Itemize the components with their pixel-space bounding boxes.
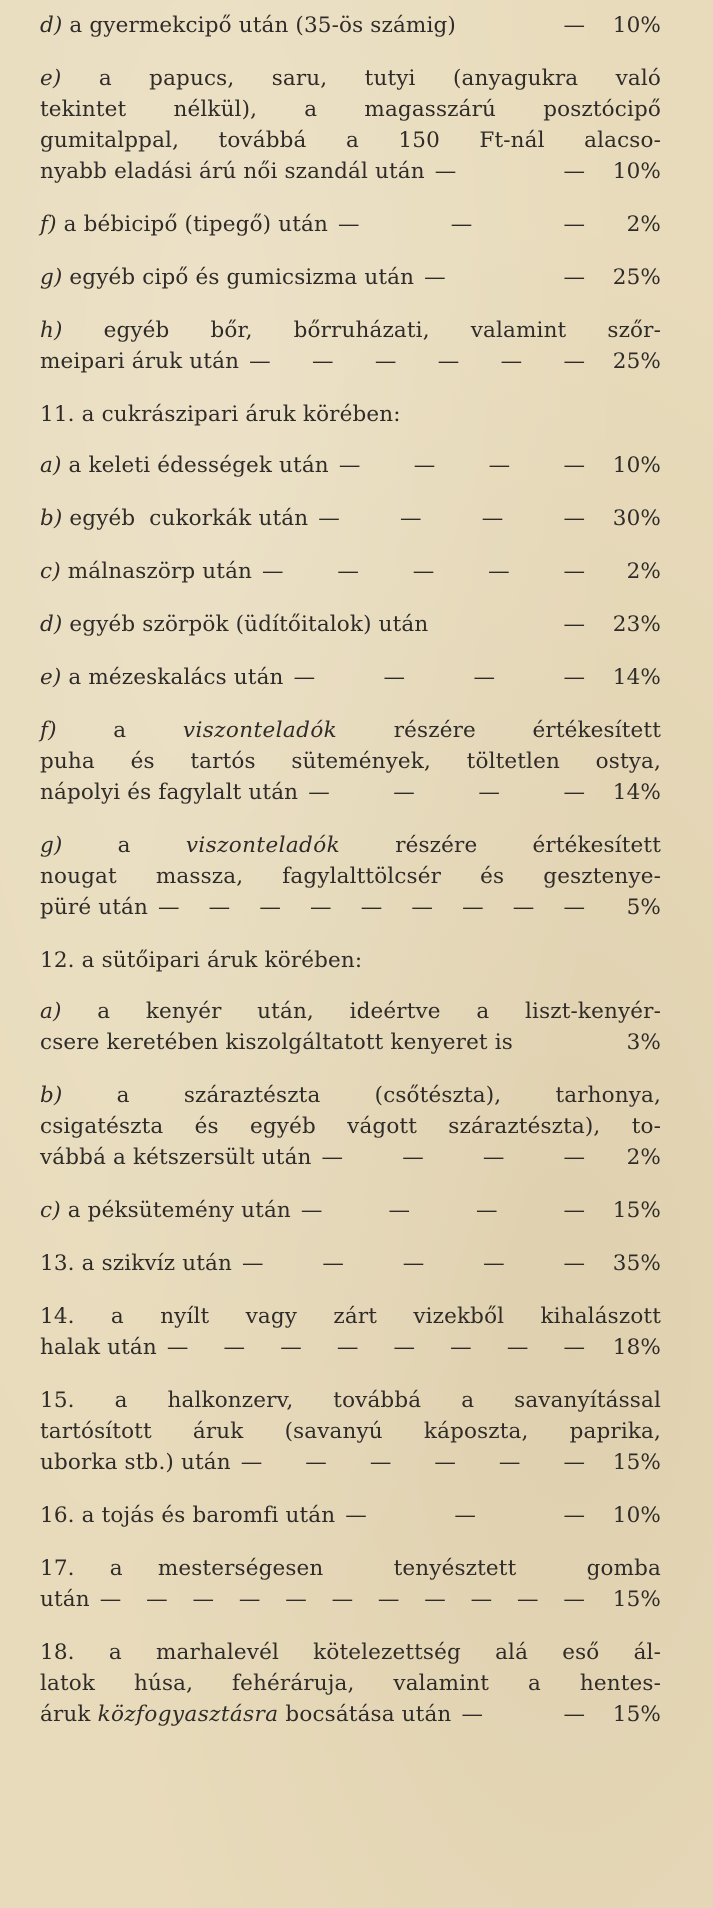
rate-percent: 2%: [626, 559, 661, 584]
dash: —: [259, 895, 281, 920]
item-text: után: [40, 1587, 90, 1612]
dash-leader: [335, 1500, 599, 1531]
dash: —: [437, 349, 460, 374]
tariff-entry: [40, 662, 661, 693]
tariff-entry: [40, 1248, 661, 1279]
line-text: [40, 1332, 157, 1363]
dash-leader: [231, 1447, 599, 1478]
dash-leader: [252, 556, 599, 587]
rate-percent: 2%: [626, 1145, 661, 1170]
text-line: [40, 746, 661, 777]
item-text: egyéb bőr, bőrruházati, valamint szőr-: [62, 318, 661, 343]
line-text: [40, 10, 456, 41]
dash: —: [506, 1335, 529, 1360]
tariff-entry: [40, 1637, 661, 1730]
item-letter: d): [40, 13, 63, 38]
dash: —: [434, 159, 457, 184]
text-line: [40, 10, 661, 41]
item-text: tekintet nélkül), a magasszárú posztócipő: [40, 97, 661, 122]
dash: —: [208, 895, 231, 920]
item-letter: g): [40, 833, 63, 858]
dash: —: [336, 1335, 359, 1360]
dash: —: [488, 453, 511, 478]
item-text: uborka stb.) után: [40, 1450, 231, 1475]
dash: —: [383, 665, 406, 690]
dash: —: [238, 1587, 261, 1612]
line-text: [40, 1195, 291, 1226]
dash-leader: [284, 662, 599, 693]
text-line: [40, 996, 661, 1027]
line-text: [40, 1584, 90, 1615]
text-line: [40, 715, 661, 746]
item-text: a keleti édességek után: [61, 453, 329, 478]
dash-leader: [456, 10, 599, 41]
dash: —: [461, 1702, 483, 1727]
text-line: [40, 156, 661, 187]
dash: —: [434, 1450, 456, 1475]
tariff-entry: [40, 609, 661, 640]
text-line: [40, 1301, 661, 1332]
line-text: [40, 66, 661, 91]
dash: —: [563, 612, 585, 637]
dash: —: [473, 665, 495, 690]
item-text: 14. a nyílt vagy zárt vizekből kihalászott: [40, 1304, 661, 1329]
line-text: [40, 1248, 232, 1279]
dash: —: [563, 1450, 585, 1475]
item-letter: f): [40, 212, 57, 237]
text-line: [40, 1668, 661, 1699]
dash-leader: [328, 209, 599, 240]
rate-percent: 23%: [612, 612, 661, 637]
tariff-entry: [40, 63, 661, 187]
dash: —: [563, 1198, 585, 1223]
dash: —: [563, 265, 585, 290]
rate-percent: 30%: [612, 506, 661, 531]
dash: —: [411, 895, 433, 920]
line-text: [40, 262, 414, 293]
item-text: 12. a sütőipari áruk körében:: [40, 948, 363, 973]
text-line: [40, 125, 661, 156]
tariff-entry: [40, 262, 661, 293]
item-text: halak után: [40, 1335, 157, 1360]
tariff-entry: [40, 209, 661, 240]
dash-leader: [291, 1195, 599, 1226]
line-text: [40, 1671, 661, 1696]
item-letter: c): [40, 1198, 61, 1223]
item-text: a száraztészta (csőtészta), tarhonya,: [62, 1083, 661, 1108]
rate-percent: 14%: [612, 665, 661, 690]
line-text: [40, 128, 661, 153]
rate-percent: 10%: [612, 453, 661, 478]
item-text-continued: részére értékesített: [337, 718, 661, 743]
item-text: 15. a halkonzerv, továbbá a savanyítással: [40, 1388, 661, 1413]
item-text: csigatészta és egyéb vágott száraztészta), to-: [40, 1114, 661, 1139]
text-line: [40, 94, 661, 125]
tariff-entry: [40, 450, 661, 481]
item-text: nyabb eladási árú női szandál után: [40, 159, 425, 184]
dash: —: [482, 1145, 505, 1170]
dash: —: [517, 1587, 539, 1612]
text-line: [40, 262, 661, 293]
rate-percent: 15%: [612, 1587, 661, 1612]
text-line: [40, 1195, 661, 1226]
dash: —: [99, 1587, 122, 1612]
line-text: [40, 318, 661, 343]
line-text: [40, 346, 239, 377]
item-text: a gyermekcipő után (35-ös számig): [62, 13, 456, 38]
dash-leader: [148, 892, 599, 923]
dash: —: [311, 349, 334, 374]
dash: —: [424, 1587, 446, 1612]
text-line: [40, 777, 661, 808]
line-text: [40, 156, 425, 187]
dash: —: [321, 1145, 344, 1170]
dash-leader: [308, 503, 599, 534]
text-line: [40, 1332, 661, 1363]
item-text: nougat massza, fagylalttölcsér és gesztenye-: [40, 864, 661, 889]
item-text-continued: bocsátása után: [278, 1702, 452, 1727]
text-line: [40, 63, 661, 94]
text-line: [40, 1416, 661, 1447]
dash: —: [308, 780, 330, 805]
item-text: latok húsa, fehéráruja, valamint a hentes-: [40, 1671, 661, 1696]
dash: —: [563, 1145, 585, 1170]
rate-percent: 14%: [612, 780, 661, 805]
dash: —: [500, 349, 523, 374]
line-text: [40, 718, 661, 743]
text-line: [40, 399, 661, 430]
item-text: egyéb cukorkák után: [62, 506, 309, 531]
line-text: [40, 945, 362, 976]
tariff-entry: [40, 1385, 661, 1478]
text-line: [40, 1637, 661, 1668]
section-heading: [40, 945, 661, 976]
rate-percent: 5%: [626, 895, 661, 920]
line-text: [40, 209, 328, 240]
line-text: [40, 556, 252, 587]
text-line: [40, 1385, 661, 1416]
dash: —: [337, 559, 359, 584]
dash: —: [563, 1587, 585, 1612]
rate-percent: 25%: [612, 349, 661, 374]
dash: —: [424, 265, 446, 290]
tariff-entry: [40, 315, 661, 377]
line-text: [40, 892, 148, 923]
item-text: a: [62, 833, 186, 858]
text-line: [40, 1027, 661, 1058]
dash: —: [481, 506, 504, 531]
rate-percent: 35%: [612, 1251, 661, 1276]
item-text: a kenyér után, ideértve a liszt-kenyér-: [61, 999, 661, 1024]
dash: —: [450, 212, 473, 237]
item-text: 11. a cukrászipari áruk körében:: [40, 402, 401, 427]
item-letter: b): [40, 506, 63, 531]
dash: —: [483, 1251, 505, 1276]
dash: —: [241, 1251, 264, 1276]
line-text: [40, 609, 428, 640]
dash: —: [563, 1503, 585, 1528]
dash: —: [563, 1335, 585, 1360]
text-line: [40, 861, 661, 892]
tariff-entry: [40, 1080, 661, 1173]
dash: —: [331, 1587, 354, 1612]
item-letter: f): [40, 718, 57, 743]
dash: —: [285, 1587, 307, 1612]
dash: —: [462, 895, 484, 920]
tariff-entry: [40, 996, 661, 1058]
text-line: [40, 315, 661, 346]
rate-percent: 15%: [612, 1702, 661, 1727]
text-line: [40, 450, 661, 481]
dash-leader: [425, 156, 599, 187]
dash-leader: [157, 1332, 599, 1363]
text-line: [40, 346, 661, 377]
line-text: [40, 1304, 661, 1329]
emphasized-text: viszonteladók: [185, 833, 340, 858]
item-text-continued: részére értékesített: [340, 833, 662, 858]
line-text: [40, 503, 308, 534]
tariff-entry: [40, 10, 661, 41]
line-text: [40, 1500, 335, 1531]
rate-percent: 18%: [612, 1335, 661, 1360]
tariff-entry: [40, 1500, 661, 1531]
dash: —: [450, 1335, 472, 1360]
item-letter: e): [40, 66, 62, 91]
dash: —: [293, 665, 316, 690]
item-letter: d): [40, 612, 63, 637]
dash: —: [563, 159, 585, 184]
dash-leader: [428, 609, 599, 640]
dash-leader: [312, 1142, 599, 1173]
dash: —: [488, 559, 510, 584]
dash: —: [146, 1587, 168, 1612]
line-text: [40, 1699, 451, 1730]
line-text: [40, 97, 661, 122]
rate-percent: 25%: [612, 265, 661, 290]
item-letter: e): [40, 665, 62, 690]
dash: —: [563, 780, 585, 805]
dash: —: [166, 1335, 189, 1360]
tariff-entry: [40, 1553, 661, 1615]
dash: —: [478, 780, 500, 805]
dash-leader: [414, 262, 599, 293]
emphasized-text: közfogyasztásra: [97, 1702, 279, 1727]
item-text: egyéb cipő és gumicsizma után: [62, 265, 415, 290]
dash: —: [280, 1335, 302, 1360]
item-letter: a): [40, 999, 62, 1024]
tariff-entry: [40, 1195, 661, 1226]
item-text: meipari áruk után: [40, 349, 240, 374]
dash: —: [454, 1503, 476, 1528]
rate-percent: 10%: [612, 1503, 661, 1528]
dash: —: [563, 212, 585, 237]
line-text: [40, 450, 329, 481]
item-text: áruk: [40, 1702, 98, 1727]
dash: —: [563, 895, 585, 920]
item-text: 16. a tojás és baromfi után: [40, 1503, 336, 1528]
item-text: a bébicipő (tipegő) után: [56, 212, 328, 237]
text-line: [40, 1553, 661, 1584]
rate-percent: 10%: [612, 159, 661, 184]
dash: —: [412, 559, 435, 584]
dash: —: [192, 1587, 214, 1612]
text-line: [40, 556, 661, 587]
dash: —: [223, 1335, 246, 1360]
rate-percent: 10%: [612, 13, 661, 38]
line-text: [40, 777, 298, 808]
tariff-entry: [40, 715, 661, 808]
text-line: [40, 945, 661, 976]
dash: —: [393, 1335, 415, 1360]
line-text: [40, 1447, 231, 1478]
dash: —: [393, 780, 415, 805]
dash-leader: [298, 777, 599, 808]
dash: —: [249, 349, 271, 374]
line-text: [40, 1114, 661, 1139]
line-text: [40, 1419, 661, 1444]
dash: —: [498, 1450, 521, 1475]
rate-percent: 2%: [626, 212, 661, 237]
dash: —: [512, 895, 535, 920]
item-text: a mézeskalács után: [61, 665, 284, 690]
item-text: a péksütemény után: [60, 1198, 291, 1223]
line-text: [40, 749, 661, 774]
line-text: [40, 1388, 661, 1413]
dash-leader: [239, 346, 599, 377]
line-text: [40, 399, 401, 430]
dash: —: [563, 349, 585, 374]
dash-leader: [232, 1248, 599, 1279]
dash: —: [318, 506, 340, 531]
dash: —: [402, 1145, 424, 1170]
line-text: [40, 999, 661, 1024]
tariff-entry: [40, 556, 661, 587]
dash: —: [240, 1450, 263, 1475]
item-text: puha és tartós sütemények, töltetlen ostya,: [40, 749, 661, 774]
dash: —: [337, 212, 360, 237]
dash: —: [399, 506, 422, 531]
line-text: [40, 864, 661, 889]
line-text: [40, 1556, 661, 1581]
item-letter: h): [40, 318, 63, 343]
dash: —: [374, 349, 397, 374]
text-line: [40, 892, 661, 923]
dash-leader: [329, 450, 599, 481]
item-text: nápolyi és fagylalt után: [40, 780, 299, 805]
rate-percent: 15%: [612, 1450, 661, 1475]
item-text: a papucs, saru, tutyi (anyagukra való: [61, 66, 661, 91]
item-text: 13. a szikvíz után: [40, 1251, 232, 1276]
dash: —: [300, 1198, 323, 1223]
dash: —: [413, 453, 436, 478]
line-text: [40, 662, 284, 693]
text-line: [40, 609, 661, 640]
dash: —: [563, 1251, 585, 1276]
item-letter: c): [40, 559, 61, 584]
dash: —: [402, 1251, 425, 1276]
text-line: [40, 1248, 661, 1279]
dash-leader: [90, 1584, 599, 1615]
dash-leader: [451, 1699, 599, 1730]
dash: —: [338, 453, 361, 478]
item-letter: g): [40, 265, 63, 290]
dash: —: [388, 1198, 410, 1223]
line-text: [40, 1142, 312, 1173]
tariff-entry: [40, 830, 661, 923]
dash: —: [360, 895, 383, 920]
emphasized-text: viszonteladók: [182, 718, 338, 743]
text-line: [40, 209, 661, 240]
line-text: [40, 1640, 661, 1665]
line-text: [40, 833, 661, 858]
tariff-entry: [40, 503, 661, 534]
text-line: [40, 1111, 661, 1142]
dash: —: [322, 1251, 344, 1276]
section-heading: [40, 399, 661, 430]
dash: —: [563, 1702, 585, 1727]
dash: —: [563, 506, 585, 531]
text-line: [40, 1699, 661, 1730]
text-line: [40, 662, 661, 693]
dash: —: [470, 1587, 493, 1612]
rate-percent: 15%: [612, 1198, 661, 1223]
item-letter: a): [40, 453, 62, 478]
dash: —: [475, 1198, 498, 1223]
rate-percent: 3%: [626, 1030, 661, 1055]
dash: —: [563, 453, 585, 478]
dash: —: [345, 1503, 367, 1528]
dash: —: [563, 13, 585, 38]
dash: —: [563, 665, 585, 690]
item-text: csere keretében kiszolgáltatott kenyeret is: [40, 1030, 513, 1055]
item-text: vábbá a kétszersült után: [40, 1145, 312, 1170]
dash: —: [310, 895, 332, 920]
item-text: gumitalppal, továbbá a 150 Ft-nál alacso-: [40, 128, 661, 153]
dash: —: [262, 559, 284, 584]
item-text: püré után: [40, 895, 148, 920]
text-line: [40, 1080, 661, 1111]
item-text: 17. a mesterségesen tenyésztett gomba: [40, 1556, 661, 1581]
text-line: [40, 830, 661, 861]
item-text: málnaszörp után: [60, 559, 253, 584]
text-line: [40, 1142, 661, 1173]
item-text: a: [56, 718, 183, 743]
dash: —: [305, 1450, 327, 1475]
text-line: [40, 1447, 661, 1478]
line-text: [40, 1083, 661, 1108]
item-text: tartósított áruk (savanyú káposzta, paprika,: [40, 1419, 661, 1444]
dash: —: [563, 559, 585, 584]
text-line: [40, 1584, 661, 1615]
dash: —: [377, 1587, 400, 1612]
text-line: [40, 1500, 661, 1531]
tariff-entry: [40, 1301, 661, 1363]
item-letter: b): [40, 1083, 63, 1108]
item-text: 18. a marhalevél kötelezettség alá eső ál-: [40, 1640, 661, 1665]
item-text: egyéb szörpök (üdítőitalok) után: [62, 612, 429, 637]
dash: —: [157, 895, 180, 920]
dash: —: [369, 1450, 392, 1475]
text-line: [40, 503, 661, 534]
line-text: [40, 1027, 513, 1058]
